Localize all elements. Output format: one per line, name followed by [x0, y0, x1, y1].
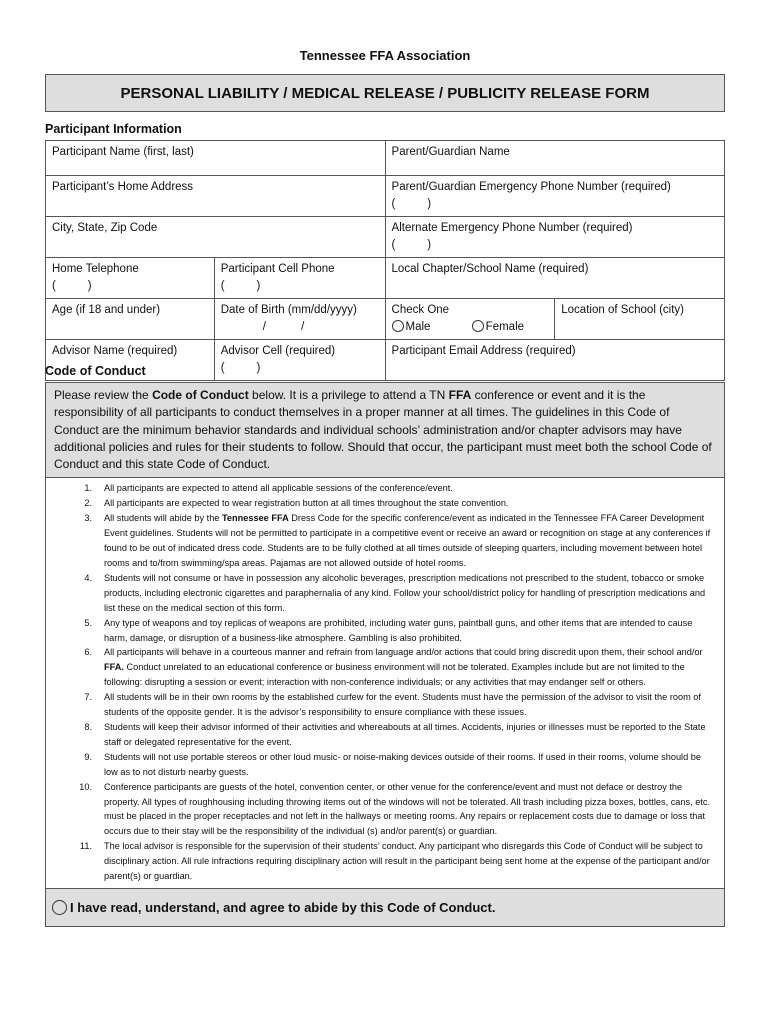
- cell-phone-field[interactable]: [214, 258, 385, 299]
- item-number: 6.: [84, 647, 92, 658]
- advisor-cell-mask: ( ): [220, 362, 261, 374]
- list-item: [54, 780, 716, 840]
- parent-name-label: Parent/Guardian Name: [391, 146, 510, 158]
- item-text: [104, 511, 716, 571]
- intro-text-3: conference or event and it is the responsibility of all participants to conduct themselves in a proper manner at all times. The guidelines in this Code of Conduct are the minimum behavior standards and individual schools’ administration and/or chapter advisors may have additional policies and rules for their students to follow. Should that occur, the participant must meet both the school Code of Conduct and this state Code of Conduct.: [54, 388, 712, 472]
- item-number: 7.: [84, 692, 92, 703]
- intro-bold-2: FFA: [448, 388, 472, 402]
- code-of-conduct-box: [45, 382, 725, 927]
- cell-phone-label: Participant Cell Phone: [220, 263, 335, 275]
- parent-name-field[interactable]: [385, 141, 724, 176]
- conduct-heading: Code of Conduct: [45, 364, 146, 378]
- list-item: [54, 616, 716, 646]
- parent-phone-label: Parent/Guardian Emergency Phone Number (required): [391, 181, 671, 193]
- item-text-post: Dress Code for the specific conference/event as indicated in the Tennessee FFA Career Development Event guidelines. Students will not be permitted to participate in a competitive event or receive an award or recognition on stage at any conferences if found to be out of indicated dress code. Students are to be fully clothed at all times outside of sleeping quarters, including movement between hotel rooms and to/from swimming/spa areas. Pajamas are not allowed outside of hotel rooms.: [104, 513, 711, 569]
- city-state-zip-label: City, State, Zip Code: [52, 222, 158, 234]
- item-number: 4.: [84, 572, 92, 583]
- chapter-school-field[interactable]: [385, 258, 724, 299]
- item-text-post: Conduct unrelated to an educational conference or business environment will not be tolerated. Examples include but are not limited to the following: disrupting a session or event; interaction with non-conference individuals; or any activities that may endanger self or others.: [104, 662, 685, 688]
- item-text-pre: All participants will behave in a courteous manner and refrain from language and/or actions that could bring discredit upon them, their school and/or: [104, 647, 703, 658]
- participant-heading: Participant Information: [45, 122, 182, 136]
- item-text: The local advisor is responsible for the supervision of their students’ conduct. Any participant who disregards this Code of Conduct will be subject to disciplinary action. All rule infractions requiring disciplinary action will result in the participant being sent home at the expense of the participant and/or parent(s) or guardian.: [104, 841, 710, 882]
- item-text: All participants are expected to attend all applicable sessions of the conference/event.: [104, 483, 453, 494]
- advisor-cell-field[interactable]: [214, 340, 385, 381]
- list-item: [54, 645, 716, 690]
- home-telephone-field[interactable]: [46, 258, 215, 299]
- conduct-intro: [46, 383, 724, 478]
- chapter-school-label: Local Chapter/School Name (required): [391, 263, 589, 275]
- conduct-list: [46, 478, 724, 887]
- item-number: 8.: [84, 721, 92, 732]
- item-text-bold: Tennessee FFA: [221, 513, 289, 524]
- home-address-field[interactable]: [46, 176, 386, 217]
- email-label: Participant Email Address (required): [391, 345, 576, 357]
- list-item: [54, 720, 716, 750]
- item-number: 3.: [84, 513, 92, 524]
- item-number: 9.: [84, 751, 92, 762]
- check-one-label: Check One: [391, 304, 450, 316]
- school-location-label: Location of School (city): [561, 304, 684, 316]
- item-text: All participants are expected to wear registration button at all times throughout the state convention.: [104, 498, 509, 509]
- item-text: Students will not use portable stereos or other loud music- or noise-making devices outside of their rooms. If used in their rooms, volume should be low as to not disturb nearby guests.: [104, 751, 701, 777]
- item-text: All students will be in their own rooms by the established curfew for the event. Students must have the permission of the advisor to visit the room of students of the opposite gender. It is the advisor’s responsibility to ensure compliance with these issues.: [104, 692, 701, 718]
- home-telephone-label: Home Telephone: [52, 263, 139, 275]
- list-item: [54, 750, 716, 780]
- list-item: [54, 690, 716, 720]
- item-number: 10.: [79, 781, 92, 792]
- intro-text-2: below. It is a privilege to attend a TN: [248, 388, 449, 402]
- city-state-zip-field[interactable]: [46, 217, 386, 258]
- list-item: [54, 496, 716, 511]
- item-number: 2.: [84, 498, 92, 509]
- participant-info-table: [45, 140, 725, 381]
- alt-phone-label: Alternate Emergency Phone Number (required): [391, 222, 633, 234]
- agree-row: [46, 888, 724, 926]
- form-title: PERSONAL LIABILITY / MEDICAL RELEASE / PUBLICITY RELEASE FORM: [45, 74, 725, 112]
- item-text: Students will keep their advisor informed of their activities and whereabouts at all times. Accidents, injuries or illnesses must be reported to the State staff or delegated representative for the event.: [104, 721, 706, 747]
- list-item: [54, 839, 716, 884]
- parent-phone-field[interactable]: [385, 176, 724, 217]
- alt-phone-field[interactable]: [385, 217, 724, 258]
- male-label: Male: [405, 321, 431, 333]
- agree-radio[interactable]: [52, 900, 67, 915]
- participant-name-label: Participant Name (first, last): [52, 146, 194, 158]
- item-text: Any type of weapons and toy replicas of weapons are prohibited, including water guns, paintball guns, and other items that are intended to cause harm, damage, or disruption of a business-like atmosphere. Gambling is also prohibited.: [104, 617, 693, 643]
- agree-label: I have read, understand, and agree to abide by this Code of Conduct.: [70, 899, 496, 915]
- item-number: 11.: [79, 841, 92, 852]
- dob-field[interactable]: [214, 299, 385, 340]
- cell-phone-mask: ( ): [220, 280, 261, 292]
- item-text: [104, 645, 716, 690]
- intro-text-1: Please review the: [54, 388, 153, 402]
- female-label: Female: [485, 321, 525, 333]
- age-field[interactable]: [46, 299, 215, 340]
- school-location-field[interactable]: [555, 299, 725, 340]
- advisor-cell-label: Advisor Cell (required): [220, 345, 336, 357]
- alt-phone-mask: ( ): [391, 239, 432, 251]
- dob-label: Date of Birth (mm/dd/yyyy): [220, 304, 357, 316]
- item-number: 1.: [84, 483, 92, 494]
- list-item: [54, 481, 716, 496]
- gender-field: [385, 299, 555, 340]
- home-address-label: Participant’s Home Address: [52, 181, 194, 193]
- item-text: Students will not consume or have in possession any alcoholic beverages, prescription medications not prescribed to the student, tobacco or smoke products, including electronic cigarettes and paraphernalia of any kind. Follow your school/district policy for handling of prescription medications and list these on the medical section of this form.: [104, 572, 706, 613]
- item-text: Conference participants are guests of the hotel, convention center, or other venue for the conference/event and must not deface or destroy the property. All types of roughhousing including throwing items out of the windows will not be tolerated. All trash including pizza boxes, bottles, cans, etc. must be placed in the proper receptacles and not left in the hallways or meeting rooms. Any repairs or replacement costs due to damage or loss that occurs due to their stay will be the responsibility of the individual (s) and/or parent(s) or guardian.: [104, 781, 711, 837]
- list-item: [54, 511, 716, 571]
- home-telephone-mask: ( ): [52, 280, 92, 292]
- email-field[interactable]: [385, 340, 724, 381]
- item-text-pre: All students will abide by the: [104, 513, 222, 524]
- age-label: Age (if 18 and under): [52, 304, 161, 316]
- list-item: [54, 571, 716, 616]
- advisor-name-label: Advisor Name (required): [52, 345, 178, 357]
- dob-mask: / /: [262, 321, 305, 333]
- participant-name-field[interactable]: [46, 141, 386, 176]
- org-name: Tennessee FFA Association: [299, 48, 471, 63]
- parent-phone-mask: ( ): [391, 198, 432, 210]
- item-text-bold: FFA.: [104, 662, 124, 673]
- intro-bold-1: Code of Conduct: [152, 388, 249, 402]
- item-number: 5.: [84, 617, 92, 628]
- female-radio[interactable]: [472, 320, 484, 332]
- male-radio[interactable]: [392, 320, 404, 332]
